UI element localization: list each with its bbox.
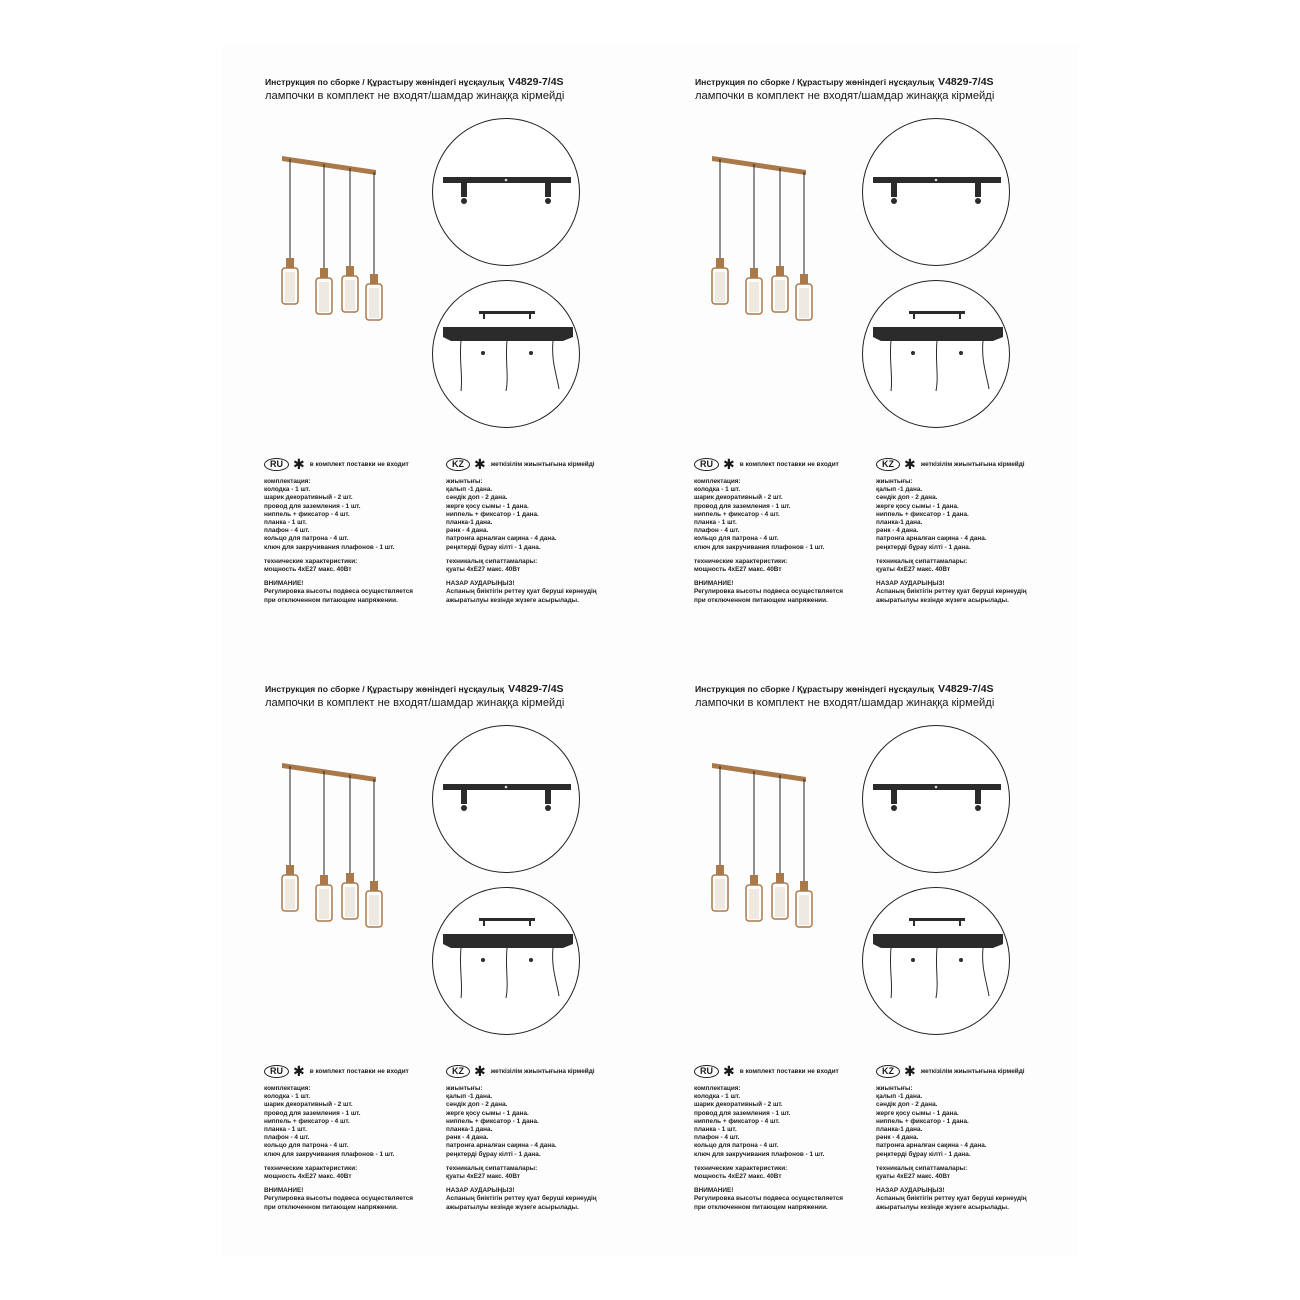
ru-kit-item: шарик декоративный - 2 шт. [264,494,353,502]
ru-column [264,1085,413,1212]
ru-kit-heading: комплектация: [694,1085,741,1092]
ru-column [694,1085,843,1212]
doc-title: Инструкция по сборке / Құрастыру жөніндегі нұсқаулық V4829-7/4S [695,76,994,88]
kz-kit-heading: жиынтығы: [876,1085,913,1092]
instruction-panel [690,677,1120,1277]
instruction-panel [260,677,690,1277]
ru-kit-item: ниппель + фиксатор - 4 шт. [264,510,350,518]
kz-kit-item: қалып -1 дана. [876,1093,923,1101]
kz-warn-line: ажыратылуы кезінде жүзеге асырылады. [876,1203,1009,1211]
kz-warn-line: Аспаның биіктігін реттеу қуат беруші кернеудің [876,588,1027,596]
ru-kit-item: ключ для закручивания плафонов - 1 шт. [264,1150,395,1158]
kz-tech-heading: техникалық сипаттамалары: [876,1164,968,1172]
kz-badge: KZ [446,458,470,471]
kz-kit-item: рәнк - 4 дана. [876,527,919,535]
ru-kit-item: плафон - 4 шт. [264,1134,310,1142]
kz-warn-line: Аспаның биіктігін реттеу қуат беруші кернеудің [876,1195,1027,1203]
kz-kit-item: патронға арналған сақина - 4 дана. [446,1142,557,1150]
kz-tech-value: қуаты 4хЕ27 макс. 40Вт [446,566,521,574]
kz-kit-item: рәнк - 4 дана. [876,1134,919,1142]
ru-kit-item: планка - 1 шт. [694,1126,737,1134]
ru-warn-line: при отключенном питающем напряжении. [264,1203,398,1211]
doc-title: Инструкция по сборке / Құрастыру жөніндегі нұсқаулық V4829-7/4S [695,683,994,695]
kz-star-note: жеткізілім жиынтығына кірмейді [490,461,595,469]
canopy-detail [432,887,580,1035]
ru-kit-item: шарик декоративный - 2 шт. [264,1101,353,1109]
ru-tech-value: мощность 4хЕ27 макс. 40Вт [694,1173,782,1181]
ru-column [264,478,413,605]
ru-kit-item: шарик декоративный - 2 шт. [694,1101,783,1109]
ru-warn-line: при отключенном питающем напряжении. [694,1203,828,1211]
ru-star-note: в комплект поставки не входит [309,461,409,469]
kz-star-note: жеткізілім жиынтығына кірмейді [920,1068,1025,1076]
ru-kit-item: провод для заземления - 1 шт. [264,502,361,510]
doc-title: Инструкция по сборке / Құрастыру жөніндегі нұсқаулық V4829-7/4S [265,76,564,88]
kz-kit-heading: жиынтығы: [876,478,913,485]
ru-warn-heading: ВНИМАНИЕ! [694,580,734,588]
ru-column [694,478,843,605]
ru-kit-item: ниппель + фиксатор - 4 шт. [694,1117,780,1125]
ru-kit-item: провод для заземления - 1 шт. [694,1109,791,1117]
ru-kit-item: кольцо для патрона - 4 шт. [694,535,779,543]
kz-star-note: жеткізілім жиынтығына кірмейді [920,461,1025,469]
ru-kit-item: ключ для закручивания плафонов - 1 шт. [694,543,825,551]
ru-warn-line: при отключенном питающем напряжении. [264,596,398,604]
kz-tech-value: қуаты 4хЕ27 макс. 40Вт [876,566,951,574]
canopy-detail [862,887,1010,1035]
kz-warn-heading: НАЗАР АУДАРЫҢЫЗ! [876,1187,945,1195]
ru-kit-item: ниппель + фиксатор - 4 шт. [694,510,780,518]
pendant-lamp-image [710,757,860,937]
canopy-detail [862,280,1010,428]
ru-kit-item: колодка - 1 шт. [264,486,311,494]
ru-warn-heading: ВНИМАНИЕ! [264,580,304,588]
kz-kit-heading: жиынтығы: [446,478,483,485]
ru-kit-item: колодка - 1 шт. [694,1093,741,1101]
kz-kit-item: реңктерді бұрау кілті - 1 дана. [876,543,971,551]
mounting-bracket-detail [862,725,1010,873]
kz-warn-heading: НАЗАР АУДАРЫҢЫЗ! [446,580,515,588]
ru-warn-line: Регулировка высоты подвеса осуществляется [264,588,414,596]
ru-kit-item: кольцо для патрона - 4 шт. [694,1142,779,1150]
pendant-lamp-image [280,150,430,330]
kz-tech-heading: техникалық сипаттамалары: [446,1164,538,1172]
ru-badge: RU [694,1065,719,1078]
ru-kit-item: ключ для закручивания плафонов - 1 шт. [264,543,395,551]
kz-kit-item: патронға арналған сақина - 4 дана. [876,535,987,543]
ru-kit-item: плафон - 4 шт. [264,527,310,535]
ru-warn-line: Регулировка высоты подвеса осуществляется [264,1195,414,1203]
kz-badge: KZ [876,458,900,471]
ru-kit-item: кольцо для патрона - 4 шт. [264,1142,349,1150]
kz-tech-value: қуаты 4хЕ27 макс. 40Вт [446,1173,521,1181]
ru-badge: RU [694,458,719,471]
doc-subtitle: лампочки в комплект не входят/шамдар жинаққа кірмейді [265,697,565,709]
ru-kit-item: колодка - 1 шт. [694,486,741,494]
kz-kit-item: патронға арналған сақина - 4 дана. [876,1142,987,1150]
kz-kit-item: жерге қосу сымы - 1 дана. [446,1109,529,1117]
doc-title: Инструкция по сборке / Құрастыру жөніндегі нұсқаулық V4829-7/4S [265,683,564,695]
kz-tech-heading: техникалық сипаттамалары: [876,557,968,565]
ru-kit-item: планка - 1 шт. [694,519,737,527]
ru-kit-item: плафон - 4 шт. [694,1134,740,1142]
ru-warn-line: Регулировка высоты подвеса осуществляется [694,588,844,596]
kz-warn-heading: НАЗАР АУДАРЫҢЫЗ! [446,1187,515,1195]
kz-kit-item: жерге қосу сымы - 1 дана. [446,502,529,510]
kz-kit-item: ниппель + фиксатор - 1 дана. [876,510,969,518]
kz-column [446,478,597,605]
ru-kit-item: планка - 1 шт. [264,1126,307,1134]
ru-legend: RU ✱ в комплект поставки не входит [694,456,839,473]
ru-kit-heading: комплектация: [264,1085,311,1092]
kz-kit-item: сәндік доп - 2 дана. [446,494,508,502]
kz-legend: KZ ✱ жеткізілім жиынтығына кірмейді [876,456,1025,473]
doc-subtitle: лампочки в комплект не входят/шамдар жинаққа кірмейді [265,90,565,102]
kz-kit-item: қалып -1 дана. [876,486,923,494]
mounting-bracket-detail [432,118,580,266]
model-number: V4829-7/4S [508,76,564,88]
doc-subtitle: лампочки в комплект не входят/шамдар жинаққа кірмейді [695,697,995,709]
kz-kit-item: ниппель + фиксатор - 1 дана. [446,510,539,518]
kz-legend: KZ ✱ жеткізілім жиынтығына кірмейді [446,456,595,473]
pendant-lamp-image [710,150,860,330]
kz-kit-item: планка-1 дана. [876,519,923,527]
ru-warn-heading: ВНИМАНИЕ! [694,1187,734,1195]
ru-legend: RU ✱ в комплект поставки не входит [694,1063,839,1080]
ru-star-note: в комплект поставки не входит [739,1068,839,1076]
kz-badge: KZ [446,1065,470,1078]
kz-kit-heading: жиынтығы: [446,1085,483,1092]
ru-tech-heading: технические характеристики: [264,557,358,565]
kz-kit-item: реңктерді бұрау кілті - 1 дана. [876,1150,971,1158]
instruction-panel [260,70,690,670]
kz-badge: KZ [876,1065,900,1078]
kz-column [876,1085,1027,1212]
ru-kit-item: колодка - 1 шт. [264,1093,311,1101]
kz-star-note: жеткізілім жиынтығына кірмейді [490,1068,595,1076]
ru-kit-item: планка - 1 шт. [264,519,307,527]
kz-column [446,1085,597,1212]
ru-badge: RU [264,1065,289,1078]
kz-kit-item: реңктерді бұрау кілті - 1 дана. [446,1150,541,1158]
kz-warn-line: ажыратылуы кезінде жүзеге асырылады. [446,1203,579,1211]
ru-kit-item: кольцо для патрона - 4 шт. [264,535,349,543]
kz-legend: KZ ✱ жеткізілім жиынтығына кірмейді [876,1063,1025,1080]
doc-subtitle: лампочки в комплект не входят/шамдар жинаққа кірмейді [695,90,995,102]
ru-warn-heading: ВНИМАНИЕ! [264,1187,304,1195]
kz-kit-item: ниппель + фиксатор - 1 дана. [446,1117,539,1125]
model-number: V4829-7/4S [938,683,994,695]
ru-tech-heading: технические характеристики: [264,1164,358,1172]
kz-kit-item: рәнк - 4 дана. [446,1134,489,1142]
ru-kit-heading: комплектация: [264,478,311,485]
ru-warn-line: при отключенном питающем напряжении. [694,596,828,604]
ru-kit-item: ниппель + фиксатор - 4 шт. [264,1117,350,1125]
kz-warn-line: Аспаның биіктігін реттеу қуат беруші кернеудің [446,588,597,596]
kz-kit-item: ниппель + фиксатор - 1 дана. [876,1117,969,1125]
canopy-detail [432,280,580,428]
kz-kit-item: қалып -1 дана. [446,1093,493,1101]
kz-kit-item: жерге қосу сымы - 1 дана. [876,1109,959,1117]
kz-kit-item: реңктерді бұрау кілті - 1 дана. [446,543,541,551]
ru-kit-item: провод для заземления - 1 шт. [264,1109,361,1117]
kz-warn-line: Аспаның биіктігін реттеу қуат беруші кернеудің [446,1195,597,1203]
ru-tech-value: мощность 4хЕ27 макс. 40Вт [264,1173,352,1181]
kz-kit-item: сәндік доп - 2 дана. [446,1101,508,1109]
ru-kit-item: плафон - 4 шт. [694,527,740,535]
ru-tech-value: мощность 4хЕ27 макс. 40Вт [264,566,352,574]
kz-kit-item: рәнк - 4 дана. [446,527,489,535]
pendant-lamp-image [280,757,430,937]
kz-kit-item: сәндік доп - 2 дана. [876,1101,938,1109]
ru-kit-item: шарик декоративный - 2 шт. [694,494,783,502]
ru-tech-heading: технические характеристики: [694,557,788,565]
ru-star-note: в комплект поставки не входит [309,1068,409,1076]
kz-kit-item: қалып -1 дана. [446,486,493,494]
model-number: V4829-7/4S [938,76,994,88]
kz-tech-heading: техникалық сипаттамалары: [446,557,538,565]
kz-tech-value: қуаты 4хЕ27 макс. 40Вт [876,1173,951,1181]
kz-kit-item: планка-1 дана. [876,1126,923,1134]
kz-warn-line: ажыратылуы кезінде жүзеге асырылады. [876,596,1009,604]
kz-legend: KZ ✱ жеткізілім жиынтығына кірмейді [446,1063,595,1080]
kz-kit-item: планка-1 дана. [446,519,493,527]
ru-kit-item: провод для заземления - 1 шт. [694,502,791,510]
kz-column [876,478,1027,605]
kz-kit-item: планка-1 дана. [446,1126,493,1134]
ru-kit-heading: комплектация: [694,478,741,485]
ru-badge: RU [264,458,289,471]
mounting-bracket-detail [862,118,1010,266]
ru-star-note: в комплект поставки не входит [739,461,839,469]
ru-legend: RU ✱ в комплект поставки не входит [264,456,409,473]
instruction-panel [690,70,1120,670]
kz-kit-item: сәндік доп - 2 дана. [876,494,938,502]
ru-warn-line: Регулировка высоты подвеса осуществляется [694,1195,844,1203]
kz-warn-heading: НАЗАР АУДАРЫҢЫЗ! [876,580,945,588]
ru-tech-value: мощность 4хЕ27 макс. 40Вт [694,566,782,574]
kz-kit-item: жерге қосу сымы - 1 дана. [876,502,959,510]
ru-tech-heading: технические характеристики: [694,1164,788,1172]
kz-warn-line: ажыратылуы кезінде жүзеге асырылады. [446,596,579,604]
kz-kit-item: патронға арналған сақина - 4 дана. [446,535,557,543]
mounting-bracket-detail [432,725,580,873]
ru-legend: RU ✱ в комплект поставки не входит [264,1063,409,1080]
model-number: V4829-7/4S [508,683,564,695]
ru-kit-item: ключ для закручивания плафонов - 1 шт. [694,1150,825,1158]
